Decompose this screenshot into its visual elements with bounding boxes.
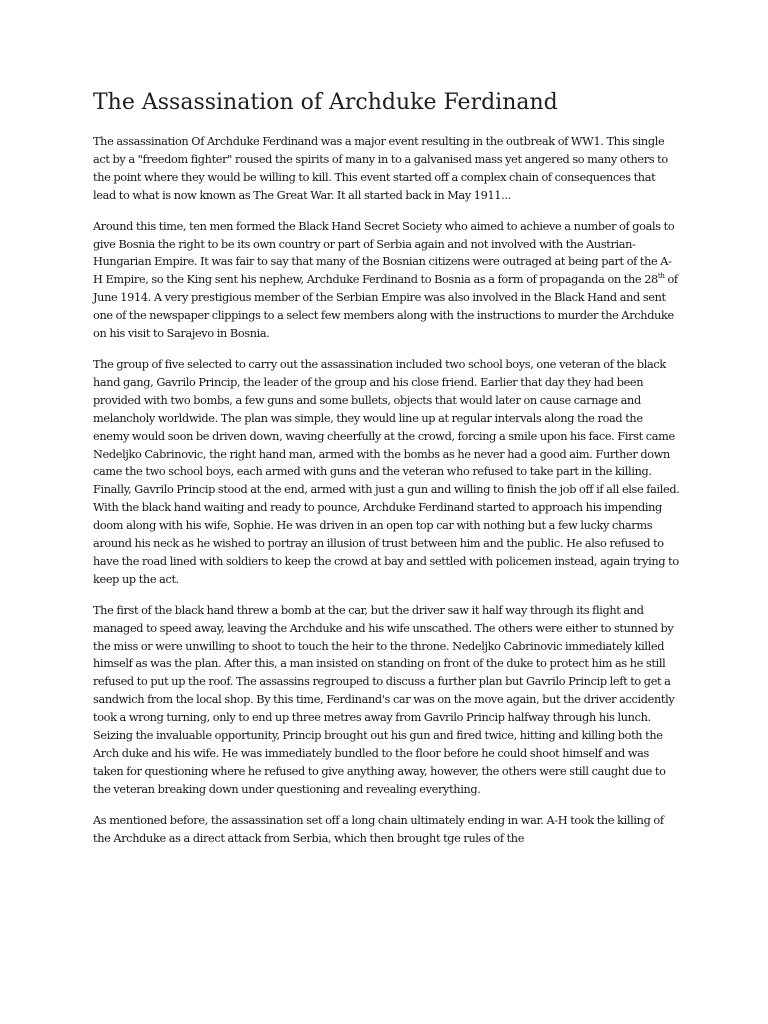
document-title: The Assassination of Archduke Ferdinand bbox=[93, 90, 558, 115]
paragraph-black-hand-text-start: Around this time, ten men formed the Black Hand Secret Society who aimed to achieve a number of goals to give Bosnia the right to be its own country or part of Serbia again and not involved with the Austrian-Hungarian Empire. It was fair to say that many of the Bosnian citizens were outraged at being part of the A-H Empire, so the King sent his nephew, Archduke Ferdinand to Bosnia as a form of propaganda on the 28 bbox=[93, 219, 675, 287]
paragraph-assassination: The first of the black hand threw a bomb at the car, but the driver saw it half way through its flight and managed to speed away, leaving the Archduke and his wife unscathed. The others were either to stunned by the miss or were unwilling to shoot to touch the heir to the throne. Nedeljko Cabrinovic immediately killed himself as was the plan. After this, a man insisted on standing on front of the duke to protect him as he still refused to put up the roof. The assassins regrouped to discuss a further plan but Gavrilo Princip left to get a sandwich from the local shop. By this time, Ferdinand's car was on the move again, but the driver accidently took a wrong turning, only to end up three metres away from Gavrilo Princip halfway through his lunch. Seizing the invaluable opportunity, Princip brought out his gun and fired twice, hitting and killing both the Arch duke and his wife. He was immediately bundled to the floor before he could shoot himself and was taken for questioning where he refused to give anything away, however, the others were still caught due to the veteran breaking down under questioning and revealing everything. bbox=[93, 603, 675, 796]
ordinal-suffix: th bbox=[657, 272, 665, 281]
paragraph-aftermath: As mentioned before, the assassination set off a long chain ultimately ending in war. A-H took the killing of the Archduke as a direct attack from Serbia, which then brought tge rules of the bbox=[93, 813, 664, 845]
paragraph-plan: The group of five selected to carry out the assassination included two school boys, one veteran of the black hand gang, Gavrilo Princip, the leader of the group and his close friend. Earlier that day they had been provided with two bombs, a few guns and some bullets, objects that would later on cause carnage and melancholy worldwide. The plan was simple, they would line up at regular intervals along the road the enemy would soon be driven down, waving cheerfully at the crowd, forcing a smile upon his face. First came Nedeljko Cabrinovic, the right hand man, armed with the bombs as he never had a good aim. Further down came the two school boys, each armed with guns and the veteran who refused to take part in the killing. Finally, Gavrilo Princip stood at the end, armed with just a gun and willing to finish the job off if all else failed. With the black hand waiting and ready to pounce, Archduke Ferdinand started to approach his impending doom along with his wife, Sophie. He was driven in an open top car with nothing but a few lucky charms around his neck as he wished to portray an illusion of trust between him and the public. He also refused to have the road lined with soldiers to keep the crowd at bay and settled with policemen instead, again trying to keep up the act. bbox=[93, 357, 680, 586]
paragraph-black-hand bbox=[93, 218, 681, 343]
document-page bbox=[93, 88, 681, 861]
paragraph-black-hand-text-end: of June 1914. A very prestigious member of the Serbian Empire was also involved in the Black Hand and sent one of the newspaper clippings to a select few members along with the instructions to murder the Archduke on his visit to Sarajevo in Bosnia. bbox=[93, 273, 678, 341]
paragraph-intro: The assassination Of Archduke Ferdinand was a major event resulting in the outbreak of WW1. This single act by a "freedom fighter" roused the spirits of many in to a galvanised mass yet angered so many others to the point where they would be willing to kill. This event started off a complex chain of consequences that lead to what is now known as The Great War. It all started back in May 1911... bbox=[93, 135, 668, 202]
